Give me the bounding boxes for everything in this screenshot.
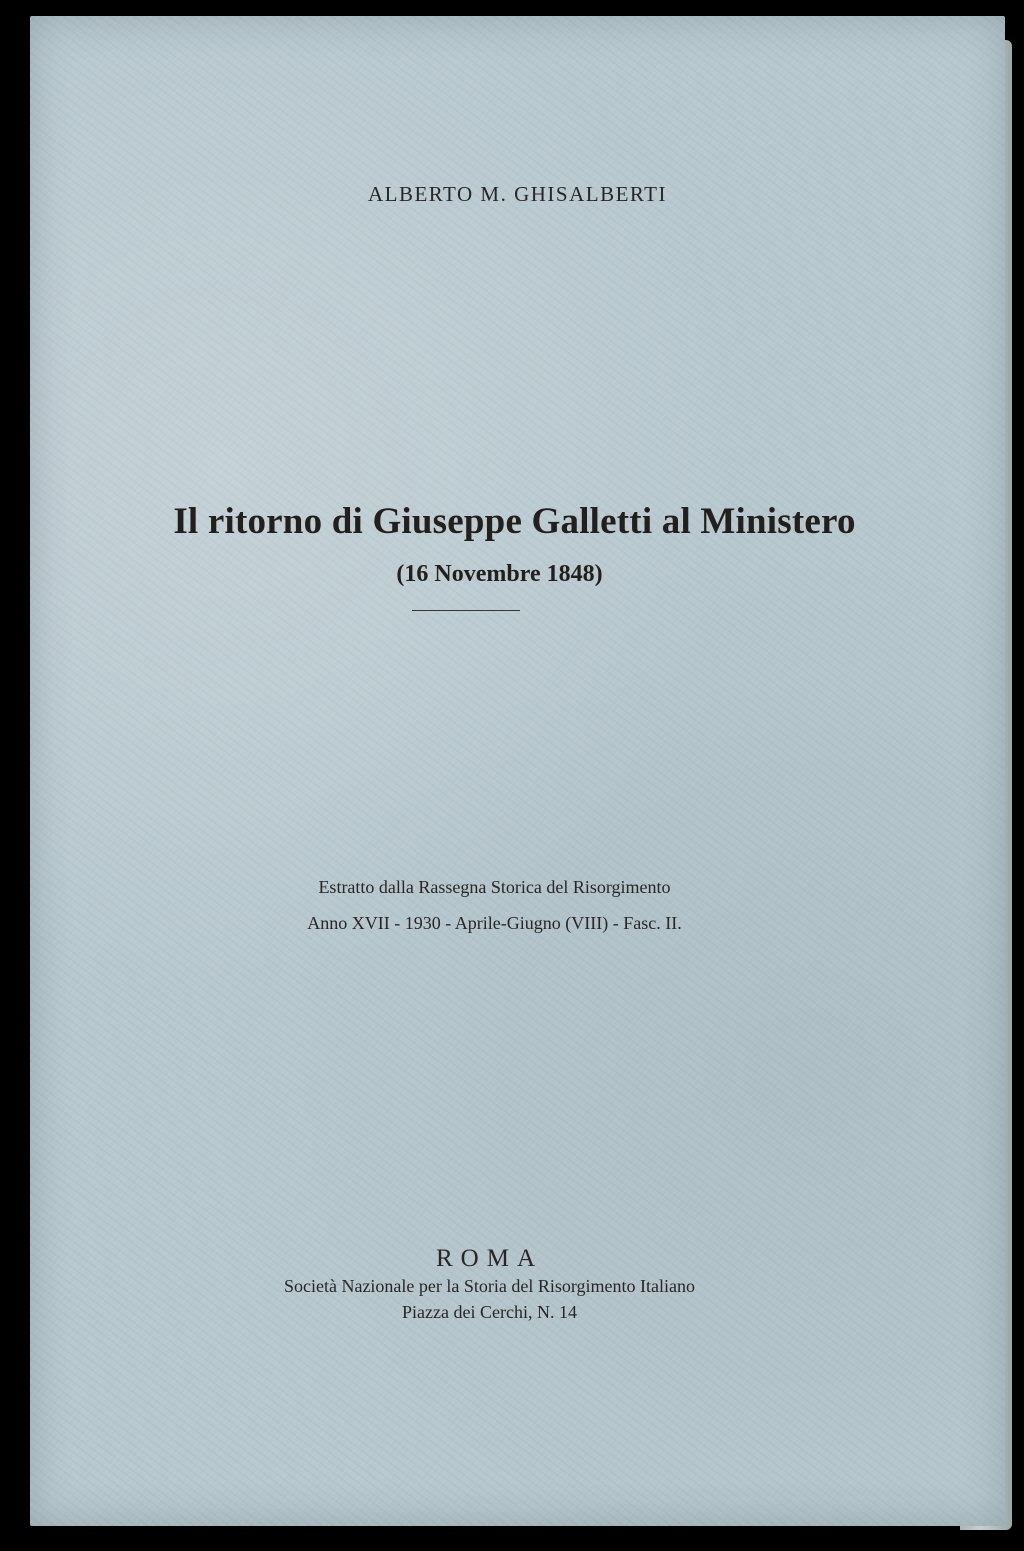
publisher-address: Piazza dei Cerchi, N. 14 <box>402 1302 577 1322</box>
publication-city: ROMA <box>435 1245 543 1272</box>
extract-issue-line: Anno XVII - 1930 - Aprile-Giugno (VIII) - Fasc. II. <box>307 913 682 933</box>
author-name: ALBERTO M. GHISALBERTI <box>367 182 667 206</box>
title-divider <box>412 610 520 611</box>
extract-source-line: Estratto dalla Rassegna Storica del Risorgimento <box>318 877 671 897</box>
publisher-name: Società Nazionale per la Storia del Risorgimento Italiano <box>283 1276 696 1296</box>
booklet-cover <box>30 16 1005 1526</box>
book-subtitle-date: (16 Novembre 1848) <box>396 561 603 587</box>
book-title: Il ritorno di Giuseppe Galletti al Ministero <box>173 501 856 542</box>
